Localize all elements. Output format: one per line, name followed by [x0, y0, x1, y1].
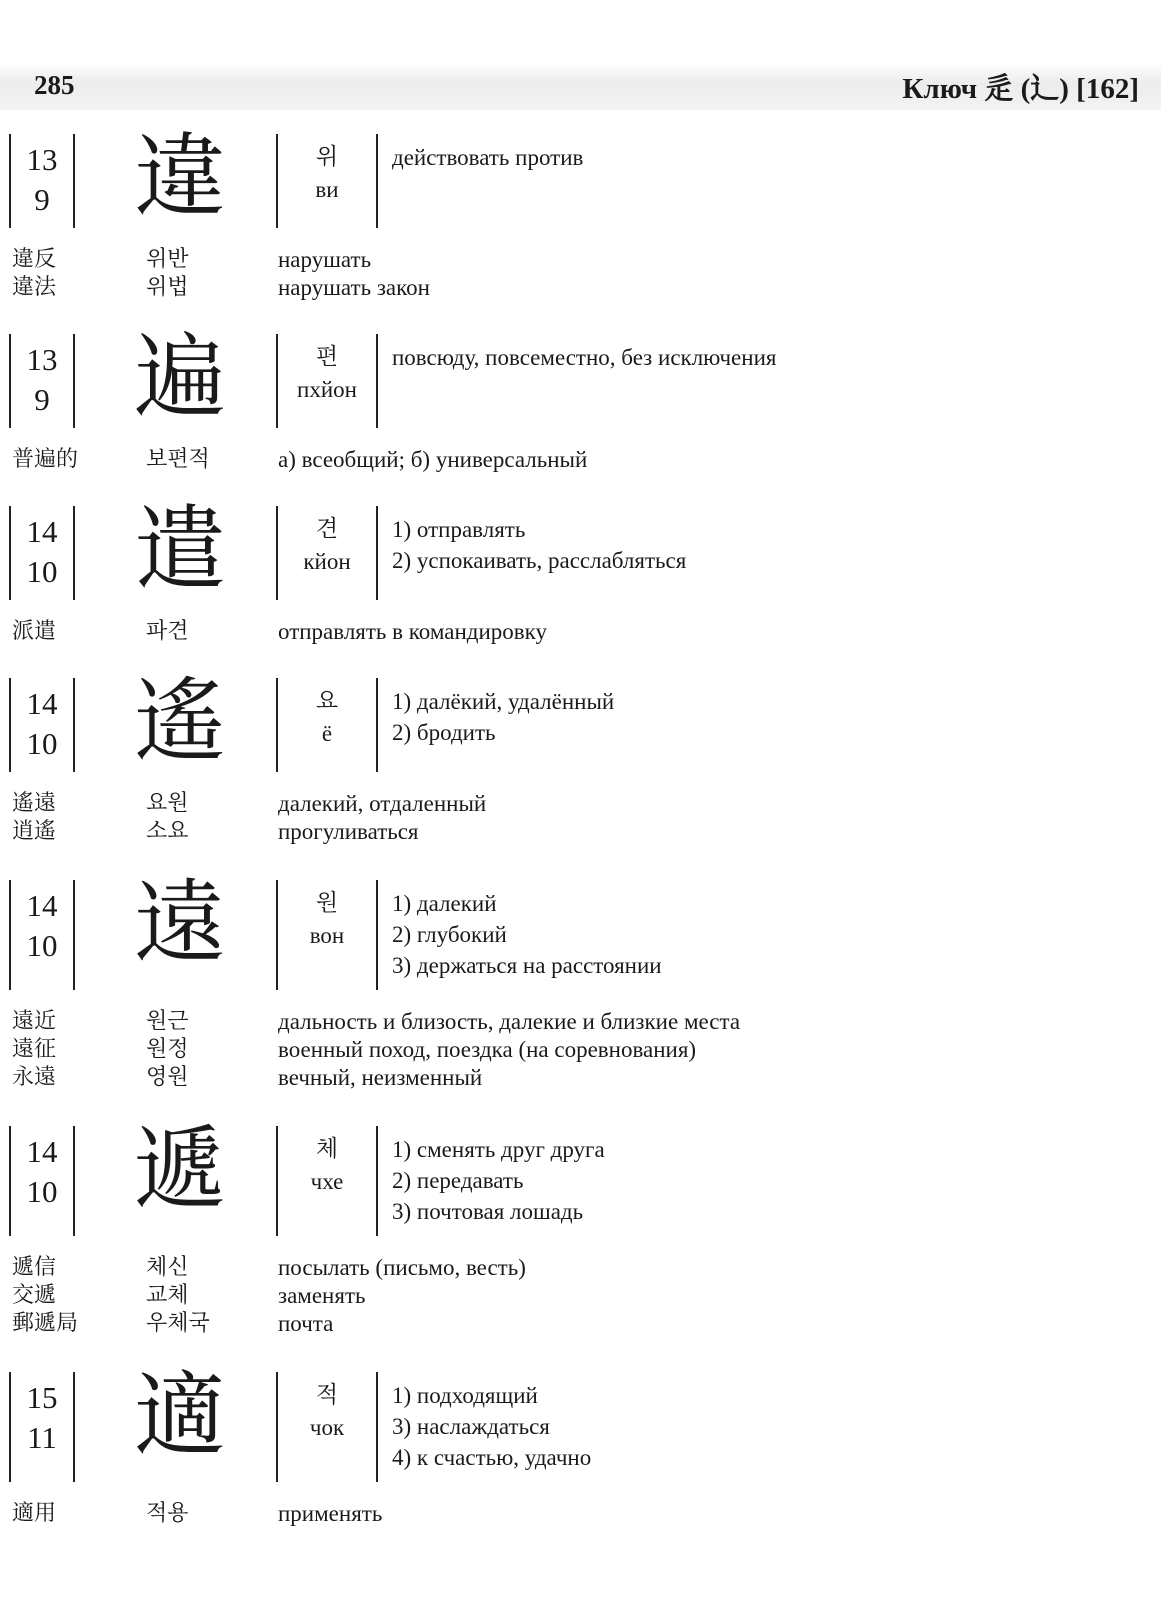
compound-gloss: почта [278, 1311, 334, 1336]
meaning-line: 3) держаться на расстоянии [392, 953, 662, 978]
gloss-text: военный поход, поездка (на соревнования) [278, 1037, 697, 1062]
reading-cyrillic: кйон [303, 549, 351, 574]
reading-cyrillic: вон [309, 923, 345, 948]
meaning-line: 2) передавать [392, 1168, 524, 1193]
compounds-list [0, 1008, 1161, 1092]
strokes-extra: 10 [26, 554, 58, 589]
reading-hangul: 요 [315, 688, 339, 713]
strokes-extra: 10 [26, 726, 58, 761]
compound-row [0, 446, 1161, 474]
strokes-extra: 9 [34, 382, 50, 417]
compound-korean: 위반 [146, 247, 189, 272]
compound-gloss: прогуливаться [278, 819, 419, 844]
compound-hanja: 郵遞局 [12, 1311, 79, 1336]
headword-hanja: 遙 [133, 668, 226, 775]
compound-korean: 위법 [146, 275, 189, 300]
reading-cyrillic: ви [315, 177, 339, 202]
compound-gloss: посылать (письмо, весть) [278, 1255, 526, 1280]
stroke-count-box [9, 1126, 75, 1236]
compound-row [0, 1064, 1161, 1092]
meanings [392, 1380, 591, 1473]
page-number: 285 [34, 70, 75, 100]
compound-korean: 보편적 [146, 447, 210, 472]
reading-hangul: 견 [315, 516, 339, 541]
compound-hanja: 派遣 [12, 619, 57, 644]
strokes-total: 15 [26, 1380, 58, 1415]
compound-row [0, 618, 1161, 646]
strokes-total: 14 [26, 1134, 58, 1169]
compound-korean: 파견 [146, 619, 189, 644]
stroke-count-box [9, 134, 75, 228]
reading-box [276, 1126, 378, 1236]
meanings [392, 1134, 605, 1227]
meaning-line: 1) далекий [392, 891, 497, 916]
compound-gloss: далекий, отдаленный [278, 791, 487, 816]
compound-row [0, 1282, 1161, 1310]
compounds-list [0, 1254, 1161, 1338]
compound-hanja: 永遠 [12, 1065, 57, 1090]
compound-korean: 소요 [146, 819, 189, 844]
meanings [392, 686, 614, 748]
meaning-line: 1) отправлять [392, 517, 526, 542]
running-head: Ключ 辵 (辶) [162] [902, 73, 1139, 105]
compound-row [0, 1254, 1161, 1282]
reading-box [276, 1372, 378, 1482]
strokes-total: 14 [26, 888, 58, 923]
stroke-count-box [9, 334, 75, 428]
compounds-list [0, 618, 1161, 646]
headword-hanja: 適 [133, 1362, 226, 1469]
meaning-line: 1) сменять друг друга [392, 1137, 605, 1162]
compound-gloss: вечный, неизменный [278, 1065, 483, 1090]
stroke-count-box [9, 880, 75, 990]
compound-row [0, 1008, 1161, 1036]
compound-hanja: 適用 [12, 1501, 57, 1526]
compound-gloss: дальность и близость, далекие и близкие места [278, 1009, 741, 1034]
compound-hanja: 遞信 [12, 1255, 57, 1280]
meanings [392, 514, 686, 576]
compound-gloss: нарушать [278, 247, 372, 272]
compound-gloss: применять [278, 1501, 383, 1526]
compound-hanja: 交遞 [12, 1283, 57, 1308]
compound-gloss: отправлять в командировку [278, 619, 547, 644]
reading-hangul: 적 [315, 1382, 339, 1407]
meaning-line: повсюду, повсеместно, без исключения [392, 345, 777, 370]
reading-cyrillic: ё [321, 721, 333, 746]
compounds-list [0, 446, 1161, 474]
compound-hanja: 遠近 [12, 1009, 57, 1034]
meaning-line: 2) успокаивать, расслабляться [392, 548, 687, 573]
compound-row [0, 790, 1161, 818]
stroke-count-box [9, 678, 75, 772]
compound-row [0, 1310, 1161, 1338]
compound-hanja: 遠征 [12, 1037, 57, 1062]
strokes-total: 13 [26, 142, 58, 177]
meaning-line: 1) далёкий, удалённый [392, 689, 615, 714]
compound-korean: 적용 [146, 1501, 189, 1526]
compound-korean: 영원 [146, 1065, 189, 1090]
reading-box [276, 334, 378, 428]
compounds-list [0, 246, 1161, 302]
compound-korean: 우체국 [146, 1311, 210, 1336]
reading-hangul: 편 [315, 344, 339, 369]
compound-korean: 원근 [146, 1009, 189, 1034]
stroke-count-box [9, 1372, 75, 1482]
compound-row [0, 246, 1161, 274]
reading-hangul: 원 [315, 890, 339, 915]
compound-hanja: 遙遠 [12, 791, 57, 816]
headword-hanja: 遠 [133, 870, 226, 977]
meanings [392, 888, 662, 981]
compound-korean: 체신 [146, 1255, 189, 1280]
compound-korean: 원정 [146, 1037, 189, 1062]
compound-row [0, 274, 1161, 302]
compound-hanja: 違法 [12, 275, 57, 300]
compound-gloss [278, 1036, 696, 1064]
reading-cyrillic: пхйон [297, 377, 357, 402]
headword-hanja: 遣 [133, 496, 226, 603]
meaning-line: действовать против [392, 145, 584, 170]
compounds-list [0, 1500, 1161, 1528]
compound-korean: 요원 [146, 791, 189, 816]
compounds-list [0, 790, 1161, 846]
reading-box [276, 678, 378, 772]
reading-cyrillic: чок [309, 1415, 345, 1440]
compound-row [0, 818, 1161, 846]
reading-box [276, 506, 378, 600]
meaning-line: 2) глубокий [392, 922, 507, 947]
reading-box [276, 134, 378, 228]
meaning-line: 3) наслаждаться [392, 1414, 550, 1439]
meaning-line: 4) к счастью, удачно [392, 1445, 592, 1470]
meaning-line: 1) подходящий [392, 1383, 538, 1408]
compound-gloss: заменять [278, 1283, 366, 1308]
meaning-line: 2) бродить [392, 720, 496, 745]
compound-korean: 교체 [146, 1283, 189, 1308]
reading-hangul: 위 [315, 144, 339, 169]
compound-hanja: 違反 [12, 247, 57, 272]
headword-hanja: 遍 [133, 324, 226, 431]
compound-hanja: 普遍的 [12, 447, 79, 472]
strokes-extra: 10 [26, 1174, 58, 1209]
reading-cyrillic: чхе [310, 1169, 344, 1194]
headword-hanja: 違 [133, 124, 226, 231]
reading-box [276, 880, 378, 990]
compound-gloss: а) всеобщий; б) универсальный [278, 447, 588, 472]
compound-hanja: 逍遙 [12, 819, 57, 844]
compound-gloss: нарушать закон [278, 275, 430, 300]
stroke-count-box [9, 506, 75, 600]
headword-hanja: 遞 [133, 1116, 226, 1223]
meanings [392, 342, 776, 373]
strokes-total: 14 [26, 686, 58, 721]
compound-row [0, 1036, 1161, 1064]
meanings [392, 142, 583, 173]
strokes-extra: 11 [27, 1420, 57, 1455]
strokes-total: 14 [26, 514, 58, 549]
compound-row [0, 1500, 1161, 1528]
strokes-extra: 9 [34, 182, 50, 217]
strokes-total: 13 [26, 342, 58, 377]
strokes-extra: 10 [26, 928, 58, 963]
reading-hangul: 체 [315, 1136, 339, 1161]
meaning-line: 3) почтовая лошадь [392, 1199, 584, 1224]
